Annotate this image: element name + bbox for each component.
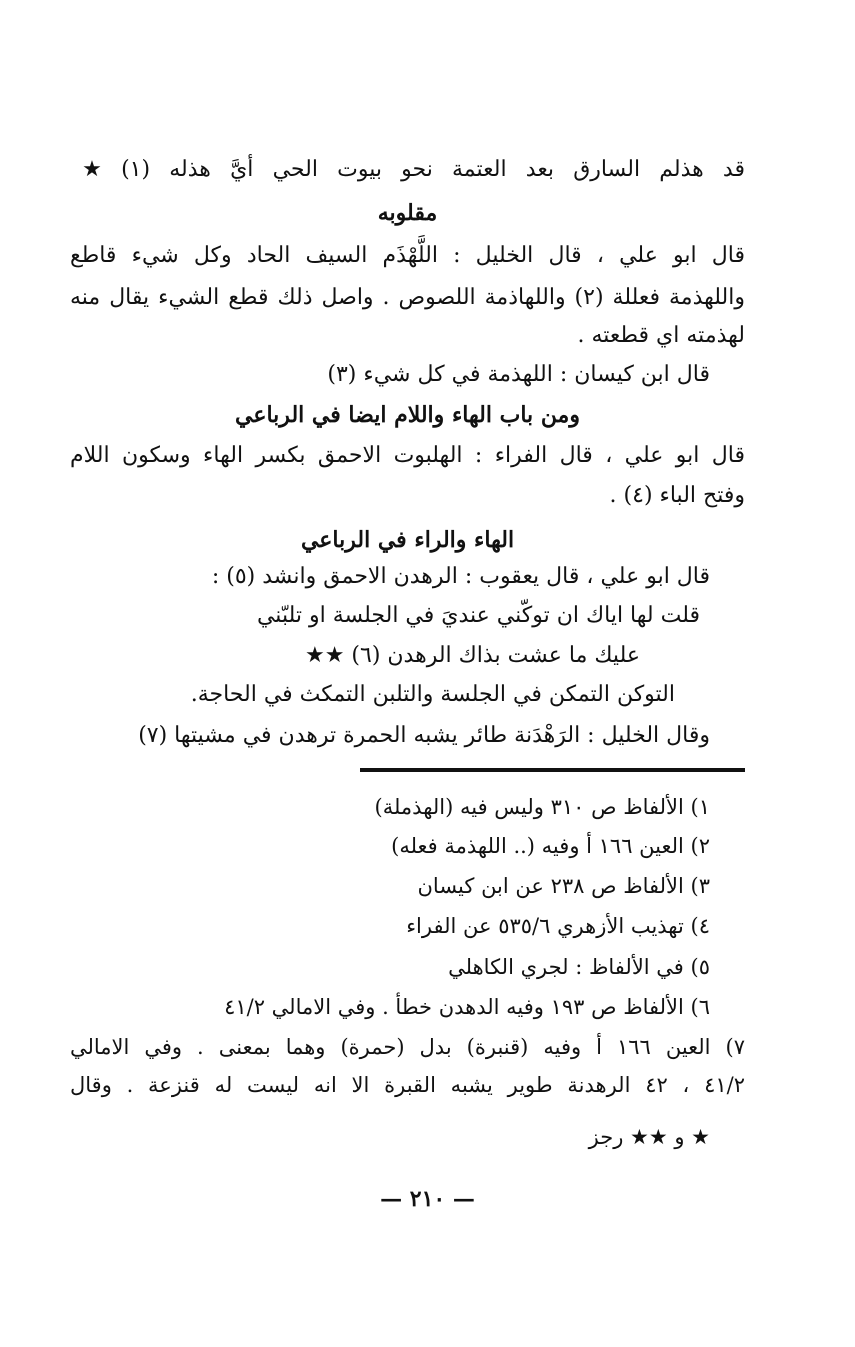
body-line-rahdana: وقال الخليل : الرَهْدَنة طائر يشبه الحمرة ترهدن في مشيتها (٧) (138, 723, 710, 748)
footnote-7-continued: ٤١/٢ ، ٤٢ الرهدنة طوير يشبه القبرة الا انه ليست له قنزعة . وقال (70, 1073, 745, 1097)
footnote-2: ٢) العين ١٦٦ أ وفيه (.. اللهذمة فعله) (391, 834, 710, 858)
footnote-6: ٦) الألفاظ ص ١٩٣ وفيه الدهدن خطأ . وفي الامالي ٤١/٢ (224, 995, 710, 1019)
body-line-fath-al-ba: وفتح الباء (٤) . (609, 483, 745, 508)
body-line-kaysan: قال ابن كيسان : اللهذمة في كل شيء (٣) (327, 362, 710, 387)
body-line-qataatuhu: لهذمته اي قطعته . (577, 323, 745, 348)
footnote-separator (360, 768, 745, 772)
body-line-farra: قال ابو علي ، قال الفراء : الهلبوت الاحمق بكسر الهاء وسكون اللام (70, 443, 745, 468)
footnote-rajaz: ★ و ★★ رجز (588, 1125, 710, 1149)
footnote-5: ٥) في الألفاظ : لجري الكاهلي (448, 955, 710, 979)
section-heading-ha-lam: ومن باب الهاء واللام ايضا في الرباعي (235, 402, 580, 428)
footnote-7: ٧) العين ١٦٦ أ وفيه (قنبرة) بدل (حمرة) وهما بمعنى . وفي الامالي (70, 1035, 745, 1059)
verse-line-2: قلت لها اياك ان توكّني عنديَ في الجلسة او تلبّني (256, 603, 700, 628)
body-line-yaqub: قال ابو علي ، قال يعقوب : الرهدن الاحمق وانشد (٥) : (211, 564, 710, 589)
section-heading-ha-ra: الهاء والراء في الرباعي (300, 527, 515, 553)
body-line-khalil: قال ابو علي ، قال الخليل : اللَّهْذَم السيف الحاد وكل شيء قاطع (70, 243, 745, 268)
body-line-tawakkun: التوكن التمكن في الجلسة والتلبن التمكث في الحاجة. (190, 682, 675, 707)
section-heading-maqlub: مقلوبه (377, 200, 438, 226)
body-line-lahdhama: واللهذمة فعللة (٢) واللهاذمة اللصوص . واصل ذلك قطع الشيء يقال منه (70, 285, 745, 310)
footnote-3: ٣) الألفاظ ص ٢٣٨ عن ابن كيسان (417, 874, 710, 898)
verse-line-1: قد هذلم السارق بعد العتمة نحو بيوت الحي أيَّ هذله (١) ★ (70, 157, 745, 182)
footnote-4: ٤) تهذيب الأزهري ٥٣٥/٦ عن الفراء (406, 914, 710, 938)
verse-line-3: عليك ما عشت بذاك الرهدن (٦) ★★ (304, 643, 640, 668)
page-number: — ٢١٠ — (380, 1186, 475, 1212)
footnote-1: ١) الألفاظ ص ٣١٠ وليس فيه (الهذملة) (374, 795, 710, 819)
